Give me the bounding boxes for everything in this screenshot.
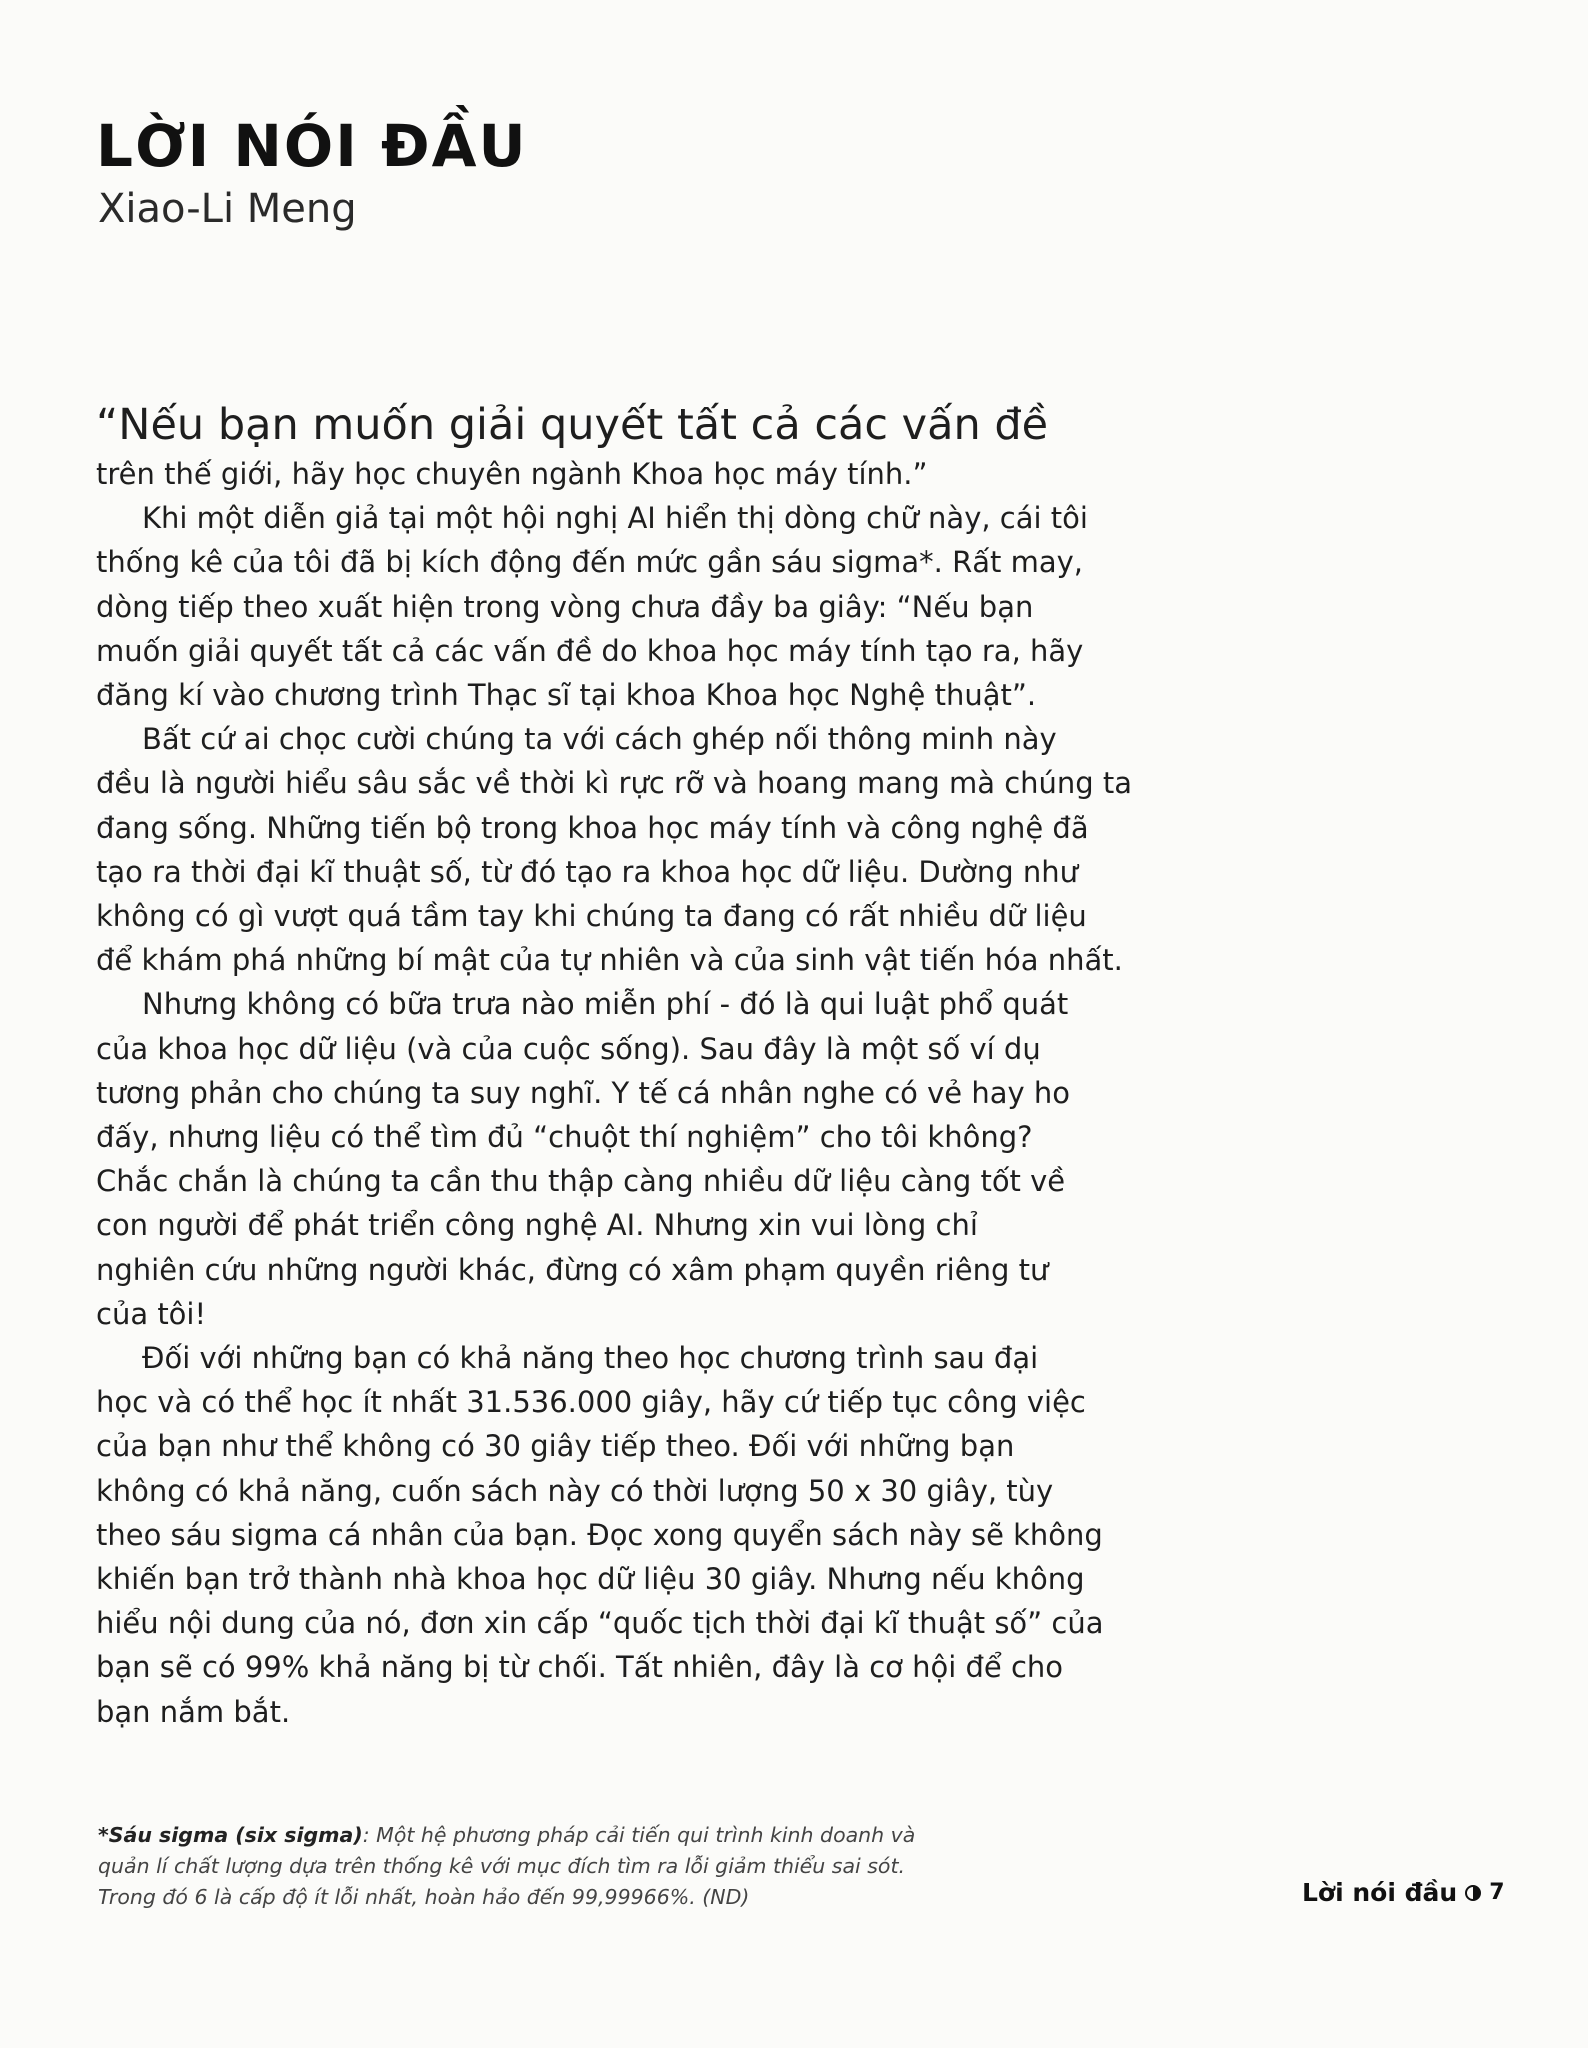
- footnote: [98, 1820, 998, 1913]
- chapter-title: LỜI NÓI ĐẦU: [96, 112, 528, 180]
- text-line: tương phản cho chúng ta suy nghĩ. Y tế cá nhân nghe có vẻ hay ho: [96, 1075, 1070, 1110]
- text-line: đều là người hiểu sâu sắc về thời kì rực rỡ và hoang mang mà chúng ta: [96, 766, 1133, 801]
- footnote-line: quản lí chất lượng dựa trên thống kê với mục đích tìm ra lỗi giảm thiểu sai sót.: [98, 1854, 906, 1878]
- text-line: đăng kí vào chương trình Thạc sĩ tại khoa Khoa học Nghệ thuật”.: [96, 678, 1037, 713]
- text-line: thống kê của tôi đã bị kích động đến mức gần sáu sigma*. Rất may,: [96, 545, 1083, 580]
- section-label: Lời nói đầu: [1302, 1878, 1458, 1907]
- text-line: của tôi!: [96, 1296, 207, 1331]
- text-line: hiểu nội dung của nó, đơn xin cấp “quốc tịch thời đại kĩ thuật số” của: [96, 1606, 1104, 1641]
- text-line: đang sống. Những tiến bộ trong khoa học máy tính và công nghệ đã: [96, 810, 1089, 845]
- text-line: Chắc chắn là chúng ta cần thu thập càng nhiều dữ liệu càng tốt về: [96, 1164, 1066, 1199]
- text-line: bạn sẽ có 99% khả năng bị từ chối. Tất nhiên, đây là cơ hội để cho: [96, 1650, 1064, 1685]
- text-line: học và có thể học ít nhất 31.536.000 giây, hãy cứ tiếp tục công việc: [96, 1385, 1086, 1420]
- text-line: không có khả năng, cuốn sách này có thời lượng 50 x 30 giây, tùy: [96, 1473, 1054, 1508]
- paragraph-start-line: Đối với những bạn có khả năng theo học chương trình sau đại: [142, 1341, 1039, 1376]
- author-name: Xiao-Li Meng: [98, 186, 357, 232]
- text-line: tạo ra thời đại kĩ thuật số, từ đó tạo ra khoa học dữ liệu. Dường như: [96, 854, 1079, 889]
- text-line: theo sáu sigma cá nhân của bạn. Đọc xong quyển sách này sẽ không: [96, 1517, 1103, 1552]
- text-line: của bạn như thể không có 30 giây tiếp theo. Đối với những bạn: [96, 1429, 1015, 1464]
- text-line: con người để phát triển công nghệ AI. Nhưng xin vui lòng chỉ: [96, 1208, 978, 1243]
- pull-quote-line: “Nếu bạn muốn giải quyết tất cả các vấn đề: [96, 400, 1049, 450]
- paragraph-start-line: Khi một diễn giả tại một hội nghị AI hiển thị dòng chữ này, cái tôi: [142, 501, 1088, 536]
- text-line: trên thế giới, hãy học chuyên ngành Khoa học máy tính.”: [96, 457, 928, 491]
- page-number: 7: [1489, 1880, 1505, 1905]
- running-footer: [1302, 1878, 1505, 1907]
- text-line: không có gì vượt quá tầm tay khi chúng ta đang có rất nhiều dữ liệu: [96, 899, 1087, 934]
- footnote-line: [98, 1820, 998, 1851]
- text-line: bạn nắm bắt.: [96, 1694, 291, 1729]
- body-text: [96, 398, 1133, 1734]
- half-circle-icon: [1465, 1885, 1481, 1901]
- footnote-line: Trong đó 6 là cấp độ ít lỗi nhất, hoàn hảo đến 99,99966%. (ND): [98, 1885, 750, 1909]
- paragraph-start-line: Nhưng không có bữa trưa nào miễn phí - đó là qui luật phổ quát: [142, 987, 1069, 1022]
- footnote-definition-start: : Một hệ phương pháp cải tiến qui trình kinh doanh và: [362, 1823, 916, 1847]
- text-line: để khám phá những bí mật của tự nhiên và của sinh vật tiến hóa nhất.: [96, 943, 1123, 978]
- text-line: của khoa học dữ liệu (và của cuộc sống). Sau đây là một số ví dụ: [96, 1031, 1041, 1066]
- footnote-term: *Sáu sigma (six sigma): [98, 1823, 363, 1847]
- text-line: dòng tiếp theo xuất hiện trong vòng chưa đầy ba giây: “Nếu bạn: [96, 589, 1034, 624]
- text-line: khiến bạn trở thành nhà khoa học dữ liệu 30 giây. Nhưng nếu không: [96, 1562, 1085, 1597]
- text-line: nghiên cứu những người khác, đừng có xâm phạm quyền riêng tư: [96, 1252, 1049, 1287]
- text-line: đấy, nhưng liệu có thể tìm đủ “chuột thí nghiệm” cho tôi không?: [96, 1120, 1033, 1155]
- text-line: muốn giải quyết tất cả các vấn đề do khoa học máy tính tạo ra, hãy: [96, 633, 1084, 668]
- paragraph-start-line: Bất cứ ai chọc cười chúng ta với cách ghép nối thông minh này: [142, 722, 1057, 757]
